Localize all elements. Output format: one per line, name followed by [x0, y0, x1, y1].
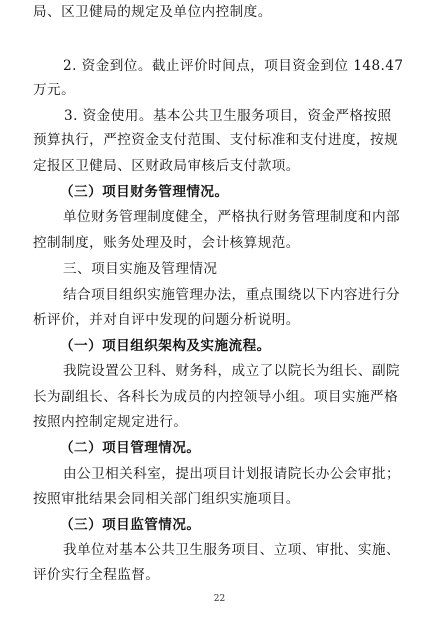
- text-line: 单位财务管理制度健全，严格执行财务管理制度和内部: [63, 209, 401, 225]
- text-line: 按照审批结果会同相关部门组织实施项目。: [33, 491, 300, 507]
- section-heading: （二）项目管理情况。: [60, 440, 201, 456]
- text-line: 由公卫相关科室，提出项目计划报请院长办公会审批；: [63, 466, 401, 482]
- text-line: 2. 资金到位。截止评价时间点，项目资金到位 148.47: [63, 58, 404, 74]
- text-line: 3. 资金使用。基本公共卫生服务项目，资金严格按照: [64, 108, 392, 124]
- text-line: 评价实行全程监督。: [33, 567, 160, 583]
- text-line: 控制制度，账务处理及时，会计核算规范。: [33, 235, 300, 251]
- chapter-heading: 三、项目实施及管理情况: [63, 261, 218, 277]
- text-line: 万元。: [33, 82, 76, 98]
- page-number: 22: [213, 594, 226, 604]
- section-heading: （一）项目组织架构及实施流程。: [60, 338, 271, 354]
- text-line: 我院设置公卫科、财务科，成立了以院长为组长、副院: [63, 363, 401, 379]
- text-line: 长为副组长、各科长为成员的内控领导小组。项目实施严格: [33, 389, 399, 405]
- section-heading: （三）项目监管情况。: [60, 517, 201, 533]
- text-line: 局、区卫健局的规定及单位内控制度。: [33, 4, 272, 20]
- text-line: 结合项目组织实施管理办法，重点围绕以下内容进行分: [63, 287, 401, 303]
- section-heading: （三）项目财务管理情况。: [60, 184, 229, 200]
- text-line: 按照内控制定规定进行。: [33, 414, 188, 430]
- text-line: 定报区卫健局、区财政局审核后支付款项。: [33, 158, 300, 174]
- text-line: 析评价，并对自评中发现的问题分析说明。: [33, 312, 300, 328]
- text-line: 我单位对基本公共卫生服务项目、立项、审批、实施、: [63, 542, 401, 558]
- text-line: 预算执行，严控资金支付范围、支付标准和支付进度，按规: [33, 132, 399, 148]
